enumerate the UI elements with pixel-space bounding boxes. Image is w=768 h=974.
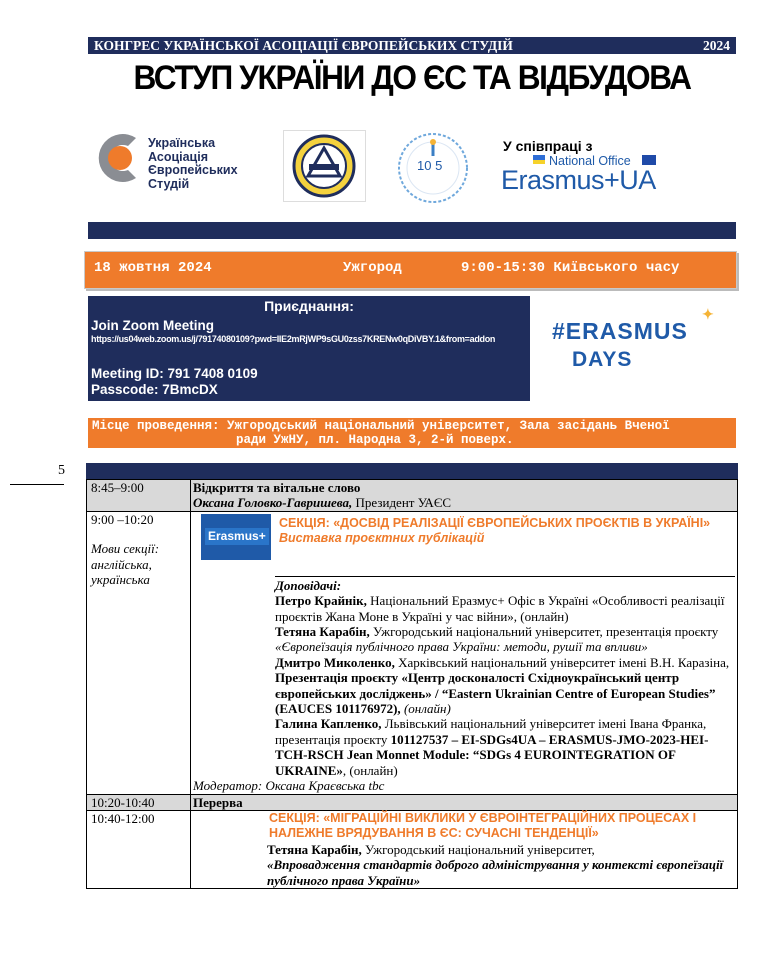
uaes-logo xyxy=(92,130,282,190)
venue-bar xyxy=(88,418,736,448)
meeting-id: Meeting ID: 791 7408 0109 xyxy=(91,366,258,381)
erasmus-days-line1: #ERASMUS xyxy=(552,318,688,344)
table-row xyxy=(87,480,738,512)
innovative-number: 10 5 xyxy=(417,158,443,173)
speaker-mode: (онлайн) xyxy=(400,701,451,717)
table-header-bar xyxy=(86,463,738,479)
event-city: Ужгород xyxy=(343,260,402,276)
passcode: Passcode: 7BmcDX xyxy=(91,382,218,397)
speaker-info: Національний Еразмус+ Офіс в Україні «Особливості реалізації проєктів Жана Моне в Україні у час війни», (онлайн) xyxy=(275,593,725,624)
speaker-info: Львівський національний університет імені Івана Франка, презентація проєкту xyxy=(275,716,707,747)
cooperation-label: У співпраці з xyxy=(503,138,593,154)
erasmus-days-logo xyxy=(552,306,732,378)
speaker-name: Тетяна Карабін, xyxy=(275,624,370,640)
national-office-label: National Office xyxy=(549,154,631,168)
table-row xyxy=(87,511,738,794)
divider-bar xyxy=(88,222,736,239)
speakers-label: Доповідачі: xyxy=(275,577,342,593)
opening-speaker: Оксана Головко-Гавришева, xyxy=(193,495,353,511)
uaes-line4: Студій xyxy=(148,176,190,191)
ukraine-flag-icon xyxy=(533,155,545,164)
row-content xyxy=(191,511,738,794)
table-row xyxy=(87,810,738,888)
section-languages: Мови секції: англійська, українська xyxy=(91,541,160,588)
row-time-cell xyxy=(87,511,191,794)
break-label: Перерва xyxy=(191,794,738,810)
speaker-name: Галина Капленко, xyxy=(275,716,382,732)
row-content xyxy=(191,480,738,512)
opening-title: Відкриття та вітальне слово xyxy=(193,480,361,495)
congress-banner xyxy=(88,37,736,54)
erasmus-badge: Erasmus+ xyxy=(205,528,269,545)
table-row xyxy=(87,794,738,810)
uaes-line1: Українська xyxy=(148,136,216,150)
speaker-name: Петро Крайнік, xyxy=(275,593,367,609)
congress-year: 2024 xyxy=(703,38,730,53)
section1-title: СЕКЦІЯ: «ДОСВІД РЕАЛІЗАЦІЇ ЄВРОПЕЙСЬКИХ ПРОЄКТІВ В УКРАЇНІ» xyxy=(279,515,711,530)
innovative-university-logo xyxy=(393,128,473,208)
speaker-project: «Впровадження стандартів доброго адміністрування у контексті європеїзації публічного права України» xyxy=(267,857,724,888)
speaker-info: Ужгородський національний університет, xyxy=(361,841,595,857)
speaker-info: Ужгородський національний університет, презентація проєкту xyxy=(369,624,719,640)
erasmus-days-line2: DAYS xyxy=(572,348,633,371)
moderator: Модератор: Оксана Краєвська tbc xyxy=(193,778,385,794)
venue-line1: Місце проведення: Ужгородський національний університет, Зала засідань Вченої xyxy=(92,419,670,433)
section2-title: СЕКЦІЯ: «МІГРАЦІЙНІ ВИКЛИКИ У ЄВРОІНТЕГРАЦІЙНИХ ПРОЦЕСАХ І НАЛЕЖНЕ ВРЯДУВАННЯ В ЄС: СУЧАСНІ ТЕНДЕНЦІЇ» xyxy=(269,810,697,841)
row-time: 10:40-12:00 xyxy=(87,810,191,888)
congress-title: КОНГРЕС УКРАЇНСЬКОЇ АСОЦІАЦІЇ ЄВРОПЕЙСЬКИХ СТУДІЙ xyxy=(94,38,513,53)
speaker-project: 101127537 – EI-SDGs4UA – ERASMUS-JMO-2023-HEI-TCH-RSCH Jean Monnet Module: “SDGs 4 EUROINTEGRATION OF UKRAINE» xyxy=(275,731,709,778)
speaker-project: Презентація проєкту «Центр досконалості Східноукраїнський центр європейських досліджень» / “Eastern Ukrainian Centre of European Studies” (EAUCES 101176972), xyxy=(275,670,716,717)
section-header xyxy=(193,512,735,560)
speaker-info: Харківський національний університет імені В.Н. Каразіна, xyxy=(394,654,730,670)
speaker-project: «Європеїзація публічного права України: методи, рушії та впливи» xyxy=(275,639,648,655)
university-logo xyxy=(283,130,366,202)
event-info-bar xyxy=(84,251,737,289)
uaes-emblem-icon xyxy=(92,130,142,186)
sparkle-icon: ✦ xyxy=(702,306,714,322)
page-number-rule xyxy=(10,484,64,485)
speaker-name: Дмитро Миколенко, xyxy=(275,654,395,670)
erasmus-ua-wordmark: Erasmus+UA xyxy=(501,165,656,195)
page-number: 5 xyxy=(58,463,65,478)
erasmus-ua-logo xyxy=(501,138,701,198)
opening-role: Президент УАЄС xyxy=(352,495,452,511)
speaker-name: Тетяна Карабін, xyxy=(267,841,362,857)
row-content xyxy=(191,810,738,888)
page-title: ВСТУП УКРАЇНИ ДО ЄС ТА ВІДБУДОВА xyxy=(133,59,691,97)
join-heading: Приєднання: xyxy=(264,298,354,314)
join-zoom-label: Join Zoom Meeting xyxy=(91,318,214,333)
row-time: 9:00 –10:20 xyxy=(91,511,154,527)
program-table xyxy=(86,479,738,889)
zoom-info-box xyxy=(88,296,530,401)
event-date: 18 жовтня 2024 xyxy=(94,260,212,276)
uaes-line2: Асоціація xyxy=(148,149,209,164)
eu-flag-icon xyxy=(642,155,656,165)
speaker-mode: , (онлайн) xyxy=(342,762,398,778)
row-time: 8:45–9:00 xyxy=(87,480,191,512)
row-time: 10:20-10:40 xyxy=(87,794,191,810)
uaes-line3: Європейських xyxy=(148,163,238,177)
section1-subtitle: Виставка проєктних публікацій xyxy=(279,531,485,546)
erasmus-image xyxy=(201,514,271,560)
event-time: 9:00-15:30 Київського часу xyxy=(461,260,680,276)
zoom-link[interactable]: https://us04web.zoom.us/j/79174080109?pwd=IIE2mRjWP9sGU0zss7KRENw0qDiVBY.1&from=addon xyxy=(91,334,496,344)
venue-line2: ради УжНУ, пл. Народна 3, 2-й поверх. xyxy=(236,433,514,447)
